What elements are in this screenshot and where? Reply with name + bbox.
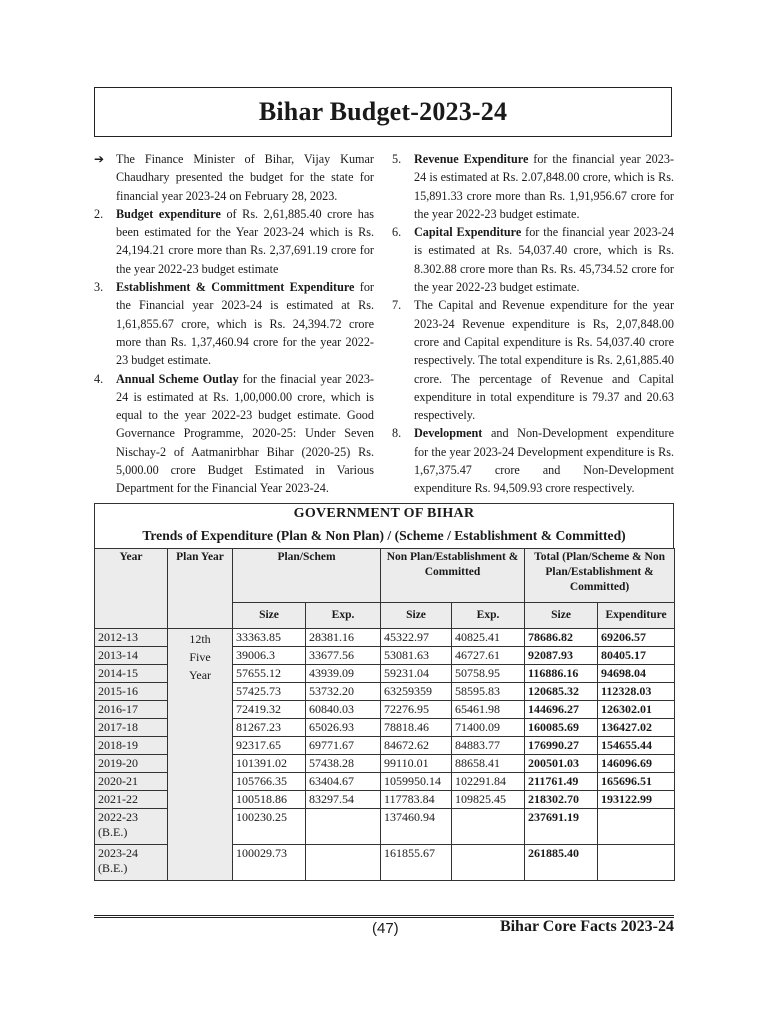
cell-plan-size: 100230.25 — [233, 809, 306, 845]
cell-nonplan-exp: 46727.61 — [452, 647, 525, 665]
cell-nonplan-exp: 40825.41 — [452, 629, 525, 647]
left-column — [94, 150, 374, 498]
item-keyword: Establishment & Committment Expenditure — [116, 280, 355, 295]
item-text: of Rs. 2,61,885.40 crore has been estimated for the Year 2023-24 which is Rs. 24,194.21 crore more than Rs. 2,37,691.19 crore for the year 2022-23 budget estimate — [116, 206, 374, 276]
cell-nonplan-exp: 102291.84 — [452, 773, 525, 791]
right-column — [392, 150, 674, 498]
cell-plan-size: 101391.02 — [233, 755, 306, 773]
cell-nonplan-exp: 50758.95 — [452, 665, 525, 683]
cell-year: 2022-23 (B.E.) — [95, 809, 168, 845]
cell-plan-exp: 53732.20 — [306, 683, 381, 701]
cell-plan-exp — [306, 845, 381, 881]
cell-plan-exp: 43939.09 — [306, 665, 381, 683]
cell-nonplan-size: 53081.63 — [381, 647, 452, 665]
table-government-title: GOVERNMENT OF BIHAR — [94, 503, 674, 524]
header-total-size: Size — [525, 603, 598, 629]
cell-total-expenditure: 193122.99 — [598, 791, 675, 809]
item-keyword: Annual Scheme Outlay — [116, 371, 239, 386]
list-item — [392, 223, 674, 296]
cell-plan-exp: 63404.67 — [306, 773, 381, 791]
cell-nonplan-size: 117783.84 — [381, 791, 452, 809]
cell-nonplan-exp — [452, 809, 525, 845]
item-text: The Capital and Revenue expenditure for the year 2023-24 Revenue expenditure is Rs, 2,07,848.00 crore and Capital expenditure is Rs. 54,037.40 crore respectively. The total expenditure is Rs. 2,61,885.40 crore. The percentage of Revenue and Capital expenditure in total expenditure is 79.37 and 20.63 respectively. — [414, 298, 674, 423]
cell-plan-exp: 83297.54 — [306, 791, 381, 809]
page-title: Bihar Budget-2023-24 — [258, 97, 508, 126]
expenditure-table — [94, 548, 675, 881]
item-number: ➔ — [94, 152, 105, 166]
cell-nonplan-exp: 88658.41 — [452, 755, 525, 773]
cell-nonplan-size: 99110.01 — [381, 755, 452, 773]
cell-total-size: 176990.27 — [525, 737, 598, 755]
cell-total-expenditure: 126302.01 — [598, 701, 675, 719]
cell-plan-size: 100518.86 — [233, 791, 306, 809]
cell-nonplan-size: 137460.94 — [381, 809, 452, 845]
cell-total-expenditure: 112328.03 — [598, 683, 675, 701]
cell-nonplan-exp: 71400.09 — [452, 719, 525, 737]
list-item — [392, 150, 674, 223]
cell-nonplan-size: 161855.67 — [381, 845, 452, 881]
list-item — [392, 296, 674, 424]
item-keyword: Revenue Expenditure — [414, 152, 529, 166]
cell-plan-size: 33363.85 — [233, 629, 306, 647]
item-body — [414, 426, 674, 495]
cell-nonplan-size: 59231.04 — [381, 665, 452, 683]
cell-year: 2015-16 — [95, 683, 168, 701]
cell-plan-exp: 65026.93 — [306, 719, 381, 737]
cell-plan-size: 100029.73 — [233, 845, 306, 881]
header-nonplan: Non Plan/Establishment & Committed — [381, 549, 525, 603]
cell-total-size: 120685.32 — [525, 683, 598, 701]
cell-year: 2020-21 — [95, 773, 168, 791]
cell-nonplan-exp: 58595.83 — [452, 683, 525, 701]
item-body — [116, 152, 374, 203]
item-number: 3. — [94, 280, 104, 295]
item-text: and Non-Development expenditure for the year 2023-24 Development expenditure is Rs. 1,67,375.47 crore and Non-Development expenditure Rs. 94,509.93 crore respectively. — [414, 426, 674, 496]
cell-total-size: 218302.70 — [525, 791, 598, 809]
cell-total-expenditure: 69206.57 — [598, 629, 675, 647]
cell-plan-size: 92317.65 — [233, 737, 306, 755]
cell-plan-size: 105766.35 — [233, 773, 306, 791]
cell-year: 2021-22 — [95, 791, 168, 809]
cell-nonplan-size: 72276.95 — [381, 701, 452, 719]
header-year: Year — [95, 549, 168, 629]
cell-year: 2018-19 — [95, 737, 168, 755]
header-total: Total (Plan/Scheme & Non Plan/Establishment & Committed) — [525, 549, 675, 603]
item-body — [414, 225, 674, 294]
cell-total-expenditure: 136427.02 — [598, 719, 675, 737]
cell-total-size: 78686.82 — [525, 629, 598, 647]
cell-plan-exp: 28381.16 — [306, 629, 381, 647]
cell-nonplan-exp: 84883.77 — [452, 737, 525, 755]
cell-total-size: 92087.93 — [525, 647, 598, 665]
header-total-expenditure: Expenditure — [598, 603, 675, 629]
cell-plan-exp: 60840.03 — [306, 701, 381, 719]
cell-year: 2019-20 — [95, 755, 168, 773]
cell-nonplan-size: 1059950.14 — [381, 773, 452, 791]
cell-nonplan-size: 45322.97 — [381, 629, 452, 647]
cell-plan-year — [168, 629, 233, 881]
cell-year: 2016-17 — [95, 701, 168, 719]
cell-year: 2017-18 — [95, 719, 168, 737]
cell-plan-size: 39006.3 — [233, 647, 306, 665]
cell-total-size: 160085.69 — [525, 719, 598, 737]
item-number: 5. — [392, 152, 402, 166]
item-body — [116, 280, 374, 367]
cell-nonplan-size: 78818.46 — [381, 719, 452, 737]
item-number: 4. — [94, 371, 104, 386]
cell-total-size: 116886.16 — [525, 665, 598, 683]
cell-year: 2014-15 — [95, 665, 168, 683]
cell-total-expenditure: 165696.51 — [598, 773, 675, 791]
item-body — [414, 298, 674, 422]
cell-plan-size: 81267.23 — [233, 719, 306, 737]
cell-total-expenditure: 146096.69 — [598, 755, 675, 773]
item-text: for the financial year 2023-24 is estimated at Rs. 54,037.40 crore, which is Rs. 8.302.88 crore more than Rs. Rs. 45,734.52 crore for the year 2022-23 budget estimate. — [414, 225, 674, 295]
list-item — [94, 205, 374, 278]
header-plan: Plan/Schem — [233, 549, 381, 603]
item-keyword: Development — [414, 426, 483, 441]
list-item — [392, 424, 674, 497]
table-row — [95, 629, 675, 647]
item-text: The Finance Minister of Bihar, Vijay Kumar Chaudhary presented the budget for the state for financial year 2023-24 on February 28, 2023. — [116, 152, 374, 203]
cell-total-size: 237691.19 — [525, 809, 598, 845]
header-nonplan-exp: Exp. — [452, 603, 525, 629]
list-item — [94, 370, 374, 498]
header-nonplan-size: Size — [381, 603, 452, 629]
item-keyword: Capital Expenditure — [414, 225, 522, 240]
title-box — [94, 87, 672, 137]
item-text: for the financial year 2023-24 is estimated at Rs. 2.07,848.00 crore, which is Rs. 15,891.33 crore more than Rs. 1,91,956.67 crore for the year 2022-23 budget estimate. — [414, 152, 675, 221]
cell-plan-size: 72419.32 — [233, 701, 306, 719]
cell-plan-exp: 69771.67 — [306, 737, 381, 755]
cell-nonplan-size: 63259359 — [381, 683, 452, 701]
book-title: Bihar Core Facts 2023-24 — [499, 918, 674, 935]
cell-plan-exp: 57438.28 — [306, 755, 381, 773]
cell-total-expenditure — [598, 845, 675, 881]
cell-plan-exp — [306, 809, 381, 845]
page-number: (47) — [372, 920, 399, 937]
cell-nonplan-size: 84672.62 — [381, 737, 452, 755]
table-trend-title: Trends of Expenditure (Plan & Non Plan) / (Scheme / Establishment & Committed) — [94, 524, 674, 548]
item-number: 6. — [392, 225, 402, 240]
cell-plan-size: 57655.12 — [233, 665, 306, 683]
cell-nonplan-exp: 65461.98 — [452, 701, 525, 719]
cell-total-size: 211761.49 — [525, 773, 598, 791]
cell-total-expenditure: 80405.17 — [598, 647, 675, 665]
item-body — [414, 152, 674, 221]
cell-year: 2023-24 (B.E.) — [95, 845, 168, 881]
cell-year: 2013-14 — [95, 647, 168, 665]
cell-year: 2012-13 — [95, 629, 168, 647]
cell-nonplan-exp: 109825.45 — [452, 791, 525, 809]
cell-total-expenditure — [598, 809, 675, 845]
header-plan-exp: Exp. — [306, 603, 381, 629]
cell-total-size: 200501.03 — [525, 755, 598, 773]
item-number: 2. — [94, 206, 104, 221]
item-number: 8. — [392, 426, 402, 441]
item-text: for the Financial year 2023-24 is estimated at Rs. 1,61,855.67 crore, which is Rs. 24,394.72 crore more than Rs. 1,37,460.94 crore for the year 2022-23 budget estimate. — [116, 280, 374, 368]
item-body — [116, 372, 374, 496]
plan-year-label: 12th Five Year — [188, 632, 212, 682]
item-keyword: Budget expenditure — [116, 206, 221, 221]
item-body — [116, 207, 374, 276]
cell-plan-exp: 33677.56 — [306, 647, 381, 665]
cell-total-expenditure: 154655.44 — [598, 737, 675, 755]
cell-total-size: 261885.40 — [525, 845, 598, 881]
item-number: 7. — [392, 298, 402, 313]
list-item — [94, 278, 374, 369]
list-item — [94, 150, 374, 205]
cell-plan-size: 57425.73 — [233, 683, 306, 701]
header-plan-size: Size — [233, 603, 306, 629]
expenditure-table-section — [94, 503, 674, 881]
item-text: for the finacial year 2023-24 is estimated at Rs. 1,00,000.00 crore, which is equal to the year 2022-23 budget estimate. Good Governance Programme, 2020-25: Under Seven Nischay-2 of Aatmanirbhar Bihar (2020-25) Rs. 5,000.00 crore Budget Estimated in Various Department for the Financial Year 2023-24. — [116, 371, 374, 496]
cell-nonplan-exp — [452, 845, 525, 881]
cell-total-size: 144696.27 — [525, 701, 598, 719]
header-plan-year: Plan Year — [168, 549, 233, 629]
cell-total-expenditure: 94698.04 — [598, 665, 675, 683]
